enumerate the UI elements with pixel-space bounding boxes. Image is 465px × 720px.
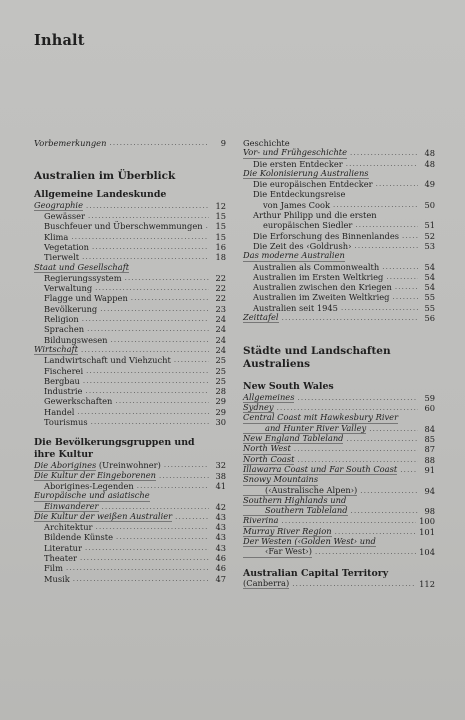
toc-right-column [243,138,435,589]
toc-entry-europaeische: Europäische und asiatische [34,490,150,501]
toc-entry: Vegetation ..... 16 [34,242,226,252]
toc-entry-snowy: Snowy Mountains [243,474,319,485]
toc-left-column [34,138,226,584]
toc-entry: Architektur ..... 43 [34,522,226,532]
toc-entry: Australien als Commonwealth ..... 54 [243,262,435,272]
toc-entry: Australien im Zweiten Weltkrieg ..... 55 [243,292,435,302]
toc-entry: Bergbau ..... 25 [34,376,226,386]
section-heading-staedte: Städte und Landschaften [243,345,391,358]
toc-entry: Australien zwischen den Kriegen ..... 54 [243,282,435,292]
subsection-heading-act: Australian Capital Territory [243,567,389,579]
toc-entry: europäischen Siedler ..... 51 [243,220,435,230]
toc-entry: Gewässer ..... 15 [34,211,226,221]
toc-entry: Aborigines-Legenden ..... 41 [34,481,226,491]
toc-entry: Industrie ..... 28 [34,386,226,396]
toc-entry-sydney: Sydney ..... 60 [243,403,435,413]
toc-entry: Tourismus ..... 30 [34,417,226,427]
toc-entry-wirtschaft: Wirtschaft ..... 24 [34,345,226,355]
toc-entry-geographie: Geographie ..... 12 [34,201,226,211]
toc-entry-southern: Southern Highlands und [243,494,347,505]
toc-entry: Die europäischen Entdecker ..... 49 [243,179,435,189]
subsection-heading-bevoelkerung-2: ihre Kultur [34,448,93,460]
toc-entry-central-coast-2: and Hunter River Valley ..... 84 [243,424,435,434]
toc-entry: Buschfeuer und Überschwemmungen ..... 15 [34,221,226,231]
toc-entry: Bevölkerung ..... 23 [34,304,226,314]
toc-entry: Film ..... 46 [34,563,226,573]
subsection-heading-bevoelkerung: Die Bevölkerungsgruppen und [34,437,195,449]
toc-entry-vorbemerkungen: Vorbemerkungen ..... 9 [34,138,226,148]
toc-entry: von James Cook ..... 50 [243,200,435,210]
toc-entry: Australien im Ersten Weltkrieg ..... 54 [243,272,435,282]
section-heading-ueberblick: Australien im Überblick [34,170,176,183]
toc-entry: Bildende Künste ..... 43 [34,532,226,542]
toc-entry: Verwaltung ..... 22 [34,283,226,293]
subsection-heading-nsw: New South Wales [243,381,334,393]
toc-entry-vor-fruehgeschichte: Vor- und Frühgeschichte ..... 48 [243,148,435,158]
toc-entry: Gewerkschaften ..... 29 [34,396,226,406]
toc-entry-north-west: North West ..... 87 [243,444,435,454]
toc-entry-murray: Murray River Region ..... 101 [243,527,435,537]
toc-heading-staat: Staat und Gesellschaft [34,261,130,272]
toc-entry: Regierungssystem ..... 22 [34,273,226,283]
toc-entry: Theater ..... 46 [34,553,226,563]
toc-entry-zeittafel: Zeittafel ..... 56 [243,313,435,323]
toc-entry-kultur-weisse: Die Kultur der weißen Australier ..... 43 [34,512,226,522]
toc-entry: Klima ..... 15 [34,232,226,242]
toc-heading-kolonisierung: Die Kolonisierung Australiens [243,167,369,178]
toc-entry-southern-2: Southern Tableland ..... 98 [243,506,435,516]
toc-entry-central-coast: Central Coast mit Hawkesbury River [243,412,399,423]
toc-entry: Bildungswesen ..... 24 [34,335,226,345]
toc-entry: Handel ..... 29 [34,407,226,417]
toc-entry: Musik ..... 47 [34,574,226,584]
toc-entry: Literatur ..... 43 [34,543,226,553]
toc-heading-modern: Das moderne Australien [243,250,345,261]
toc-entry: Fischerei ..... 25 [34,366,226,376]
toc-entry-einwanderer: Einwanderer ..... 42 [34,502,226,512]
toc-entry-kultur-eingeborene: Die Kultur der Eingeborenen ..... 38 [34,471,226,481]
page-title: Inhalt [34,32,85,49]
subsection-heading-landeskunde: Allgemeine Landeskunde [34,189,167,201]
toc-entry-new-england: New England Tableland ..... 85 [243,434,435,444]
toc-entry: Religion ..... 24 [34,314,226,324]
toc-entry: Die Entdeckungsreise [253,189,346,200]
toc-entry: Tierwelt ..... 18 [34,252,226,262]
toc-entry-illawarra: Illawarra Coast und Far South Coast ..... 91 [243,465,435,475]
toc-entry-riverina: Riverina ..... 100 [243,516,435,526]
section-heading-staedte-2: Australiens [243,358,311,371]
toc-entry: Australien seit 1945 ..... 55 [243,303,435,313]
toc-heading-geschichte: Geschichte [243,138,290,148]
toc-entry-canberra: (Canberra) ..... 112 [243,579,435,589]
toc-entry: Arthur Philipp und die ersten [253,210,377,221]
toc-entry: Die Zeit des ‹Goldrush› ..... 53 [243,241,435,251]
toc-entry: Sprachen ..... 24 [34,324,226,334]
toc-entry-aborigines: Die Aborigines (Ureinwohner) ..... 32 [34,460,226,470]
toc-entry: Flagge und Wappen ..... 22 [34,293,226,303]
toc-entry-allgemeines: Allgemeines ..... 59 [243,393,435,403]
toc-entry-snowy-2: (‹Australische Alpen›) ..... 94 [243,486,435,496]
toc-entry: Die Erforschung des Binnenlandes ..... 52 [243,231,435,241]
toc-entry-north-coast: North Coast ..... 88 [243,455,435,465]
toc-entry-westen-2: ‹Far West›) ..... 104 [243,547,435,557]
toc-entry: Die ersten Entdecker ..... 48 [243,159,435,169]
toc-entry: Landwirtschaft und Viehzucht ..... 25 [34,355,226,365]
toc-entry-westen: Der Westen (‹Golden West› und [243,536,376,546]
